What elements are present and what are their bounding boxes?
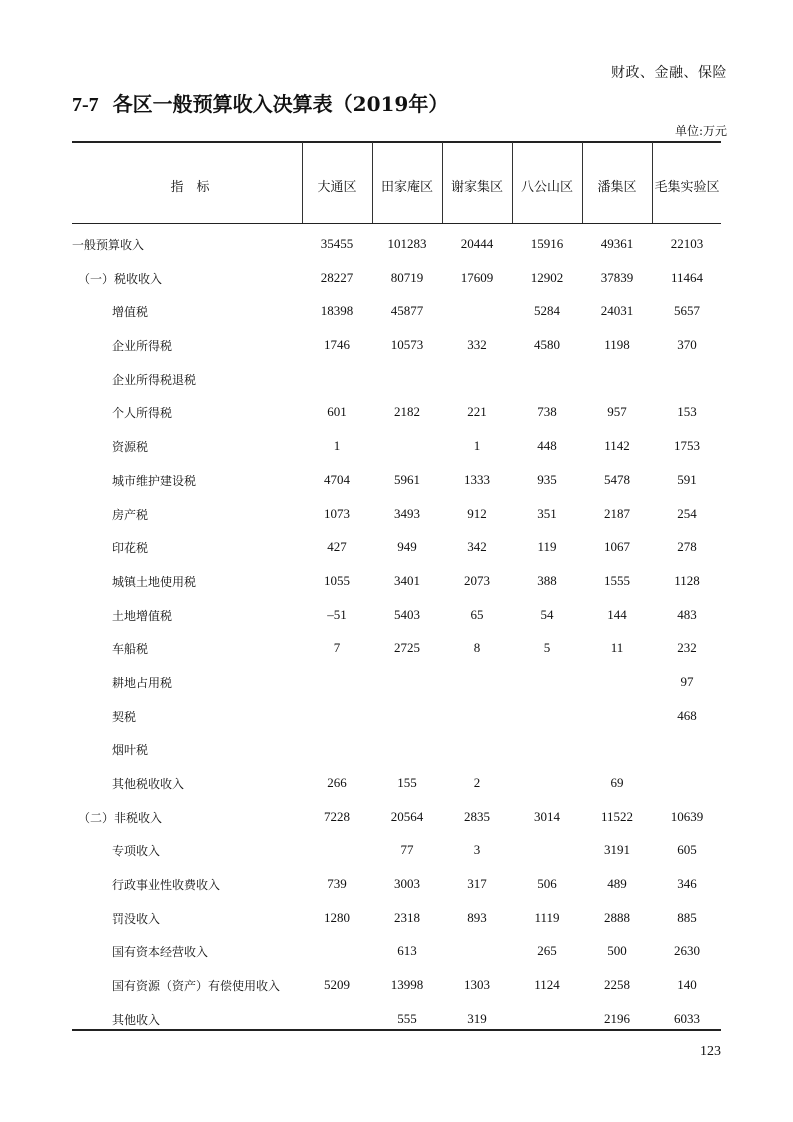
row-label: 城镇土地使用税 <box>112 574 197 589</box>
column-header: 大通区 <box>317 180 357 195</box>
table-cell: 6033 <box>674 1010 700 1026</box>
table-cell: 739 <box>327 876 347 892</box>
table-cell: 5 <box>543 640 551 656</box>
table-cell: 957 <box>607 404 627 420</box>
table-cell: 5209 <box>324 977 350 993</box>
table-cell: 5284 <box>534 303 560 319</box>
table-cell: 69 <box>610 775 624 790</box>
table-cell: 2182 <box>394 404 420 420</box>
table-cell: 254 <box>677 505 697 521</box>
row-label: （二）非税收入 <box>78 810 163 825</box>
column-header: 潘集区 <box>597 180 637 195</box>
table-cell: 20444 <box>460 236 494 251</box>
table-row <box>72 735 721 769</box>
table-cell: 5961 <box>394 471 420 487</box>
table-cell: 49361 <box>600 236 634 251</box>
table-cell: 2318 <box>394 909 420 925</box>
table-cell: 80719 <box>390 269 424 285</box>
table-cell: 77 <box>400 842 414 858</box>
table-row <box>72 533 721 567</box>
table-cell: 7 <box>333 640 341 656</box>
table-cell: 266 <box>327 775 347 790</box>
table-cell: 351 <box>537 505 557 521</box>
table-cell: 483 <box>677 606 697 622</box>
table-cell: 8 <box>473 640 481 656</box>
table-cell: 591 <box>677 471 697 487</box>
table-cell: 45877 <box>390 303 424 319</box>
table-cell: 555 <box>397 1010 417 1026</box>
table-row <box>72 937 721 971</box>
table-cell: 153 <box>677 404 697 420</box>
row-label: 车船税 <box>112 642 149 657</box>
table-cell: 427 <box>327 539 347 555</box>
table-cell: 4580 <box>534 337 560 353</box>
table-cell: 3493 <box>394 505 420 521</box>
table-row <box>72 331 721 365</box>
table-cell: 144 <box>607 606 627 622</box>
table-row <box>72 803 721 837</box>
indicator-header: 指 标 <box>170 180 210 195</box>
row-label: 其他收入 <box>112 1012 161 1027</box>
table-row <box>72 870 721 904</box>
table-cell: 468 <box>677 707 697 723</box>
table-cell: 1280 <box>324 909 350 925</box>
table-cell: 155 <box>397 775 417 790</box>
row-label: 房产税 <box>112 507 149 522</box>
table-cell: 4704 <box>324 471 350 487</box>
table-cell: 2196 <box>604 1010 630 1026</box>
table-cell: 500 <box>607 943 627 959</box>
table-row <box>72 297 721 331</box>
table-cell: 13998 <box>390 977 424 993</box>
table-cell: 22103 <box>670 236 704 251</box>
table-cell: 2258 <box>604 977 630 993</box>
row-label: 增值税 <box>112 305 149 320</box>
table-cell: 3014 <box>534 808 560 824</box>
table-cell: 317 <box>467 876 487 892</box>
table-cell: 10573 <box>390 337 424 353</box>
table-cell: 2835 <box>464 808 490 824</box>
table-row <box>72 634 721 668</box>
table-cell: 1753 <box>674 438 700 454</box>
table-header-rule <box>72 223 721 224</box>
table-cell: 35455 <box>320 236 354 251</box>
table-row <box>72 432 721 466</box>
table-row <box>72 668 721 702</box>
title-text: 各区一般预算收入决算表（2019年） <box>112 92 449 116</box>
table-cell: 613 <box>397 943 417 959</box>
table-cell: 12902 <box>530 269 564 285</box>
table-cell: 2187 <box>604 505 630 521</box>
row-label: 印花税 <box>112 541 149 556</box>
table-row <box>72 500 721 534</box>
table-cell: 893 <box>467 909 487 925</box>
table-row <box>72 702 721 736</box>
row-label: 资源税 <box>112 440 149 455</box>
row-label: 罚没收入 <box>112 911 161 926</box>
row-label: 耕地占用税 <box>112 675 173 690</box>
table-cell: 3003 <box>394 876 420 892</box>
table-cell: 65 <box>470 606 484 622</box>
table-cell: 2073 <box>464 572 490 588</box>
table-cell: 3 <box>473 842 481 858</box>
table-cell: 1055 <box>324 572 350 588</box>
table-cell: 1142 <box>604 438 630 454</box>
table-cell: 37839 <box>600 269 634 285</box>
table-cell: 388 <box>537 572 557 588</box>
table-cell: 605 <box>677 842 697 858</box>
table-cell: 738 <box>537 404 557 420</box>
table-cell: 342 <box>467 539 487 555</box>
row-label: 契税 <box>112 709 137 724</box>
table-cell: 370 <box>677 337 697 353</box>
table-cell: 20564 <box>390 808 424 824</box>
table-cell: 265 <box>537 943 557 959</box>
table-row <box>72 567 721 601</box>
table-cell: 1555 <box>604 572 630 588</box>
section-heading: 财政、金融、保险 <box>611 65 727 81</box>
table-cell: 885 <box>677 909 697 925</box>
table-cell: 232 <box>677 640 697 656</box>
table-cell: 11 <box>610 640 624 656</box>
table-cell: 2630 <box>674 943 700 959</box>
table-cell: 332 <box>467 337 487 353</box>
table-cell: 11464 <box>670 269 704 285</box>
table-cell: 935 <box>537 471 557 487</box>
table-body <box>72 230 721 1039</box>
row-label: 烟叶税 <box>112 743 149 758</box>
table-cell: 7228 <box>324 808 350 824</box>
row-label: 行政事业性收费收入 <box>112 878 221 893</box>
row-label: 其他税收收入 <box>112 777 185 791</box>
column-header: 谢家集区 <box>450 180 503 195</box>
table-row <box>72 971 721 1005</box>
table-cell: 5657 <box>674 303 700 319</box>
table-cell: 601 <box>327 404 347 420</box>
row-label: 企业所得税 <box>112 339 173 354</box>
table-cell: 1333 <box>464 471 490 487</box>
unit-label: 单位:万元 <box>674 124 727 138</box>
row-label: 土地增值税 <box>112 608 173 623</box>
table-cell: 24031 <box>600 303 634 319</box>
table-cell: 97 <box>680 673 694 689</box>
table-cell: 2 <box>473 775 481 790</box>
page-title <box>72 88 448 117</box>
table-cell: 2725 <box>394 640 420 656</box>
table-cell: 912 <box>467 505 487 521</box>
row-label: 国有资本经营收入 <box>112 945 209 960</box>
table-cell: 1 <box>473 438 481 454</box>
row-label: 城市维护建设税 <box>112 473 197 488</box>
table-cell: 448 <box>537 438 557 454</box>
table-cell: 319 <box>467 1010 487 1026</box>
table-cell: 221 <box>467 404 487 420</box>
table-row <box>72 769 721 803</box>
table-cell: 1119 <box>534 909 560 925</box>
table-cell: –51 <box>327 606 347 622</box>
row-label: 国有资源（资产）有偿使用收入 <box>112 979 281 994</box>
table-cell: 1746 <box>324 337 350 353</box>
table-cell: 1128 <box>674 572 700 588</box>
table-cell: 2888 <box>604 909 630 925</box>
table-cell: 506 <box>537 876 557 892</box>
table-cell: 1198 <box>604 337 630 353</box>
column-header: 毛集实验区 <box>654 180 720 195</box>
table-cell: 140 <box>677 977 697 993</box>
table-row <box>72 904 721 938</box>
column-header: 田家庵区 <box>380 180 433 195</box>
table-cell: 1 <box>333 438 341 454</box>
table-cell: 101283 <box>387 236 427 251</box>
table-row <box>72 398 721 432</box>
table-cell: 15916 <box>530 236 564 251</box>
row-label: 个人所得税 <box>112 406 173 421</box>
table-cell: 11522 <box>600 808 634 824</box>
table-cell: 1303 <box>464 977 490 993</box>
table-cell: 17609 <box>460 269 494 285</box>
table-cell: 489 <box>607 876 627 892</box>
table-row <box>72 365 721 399</box>
table-cell: 3401 <box>394 572 420 588</box>
table-row <box>72 230 721 264</box>
table-row <box>72 601 721 635</box>
title-number: 7-7 <box>72 94 99 116</box>
table-row <box>72 466 721 500</box>
table-cell: 1073 <box>324 505 350 521</box>
table-cell: 10639 <box>670 808 704 824</box>
table-cell: 54 <box>540 606 554 622</box>
table-row <box>72 1005 721 1039</box>
table-cell: 346 <box>677 876 697 892</box>
page-number: 123 <box>700 1044 721 1059</box>
table-cell: 949 <box>397 539 417 555</box>
row-label: 企业所得税退税 <box>112 372 197 387</box>
table-cell: 1067 <box>604 539 630 555</box>
table-cell: 5403 <box>394 606 420 622</box>
table-row <box>72 264 721 298</box>
column-header: 八公山区 <box>520 180 573 195</box>
table-cell: 278 <box>677 539 697 555</box>
row-label: （一）税收收入 <box>78 271 163 286</box>
table-cell: 5478 <box>604 471 630 487</box>
table-cell: 1124 <box>534 977 560 993</box>
table-row <box>72 836 721 870</box>
row-label: 一般预算收入 <box>72 238 145 252</box>
table-cell: 3191 <box>604 842 630 858</box>
table-cell: 18398 <box>320 303 354 319</box>
table-cell: 119 <box>537 539 557 555</box>
table-top-rule <box>72 141 721 143</box>
row-label: 专项收入 <box>112 844 161 859</box>
table-cell: 28227 <box>320 269 354 285</box>
